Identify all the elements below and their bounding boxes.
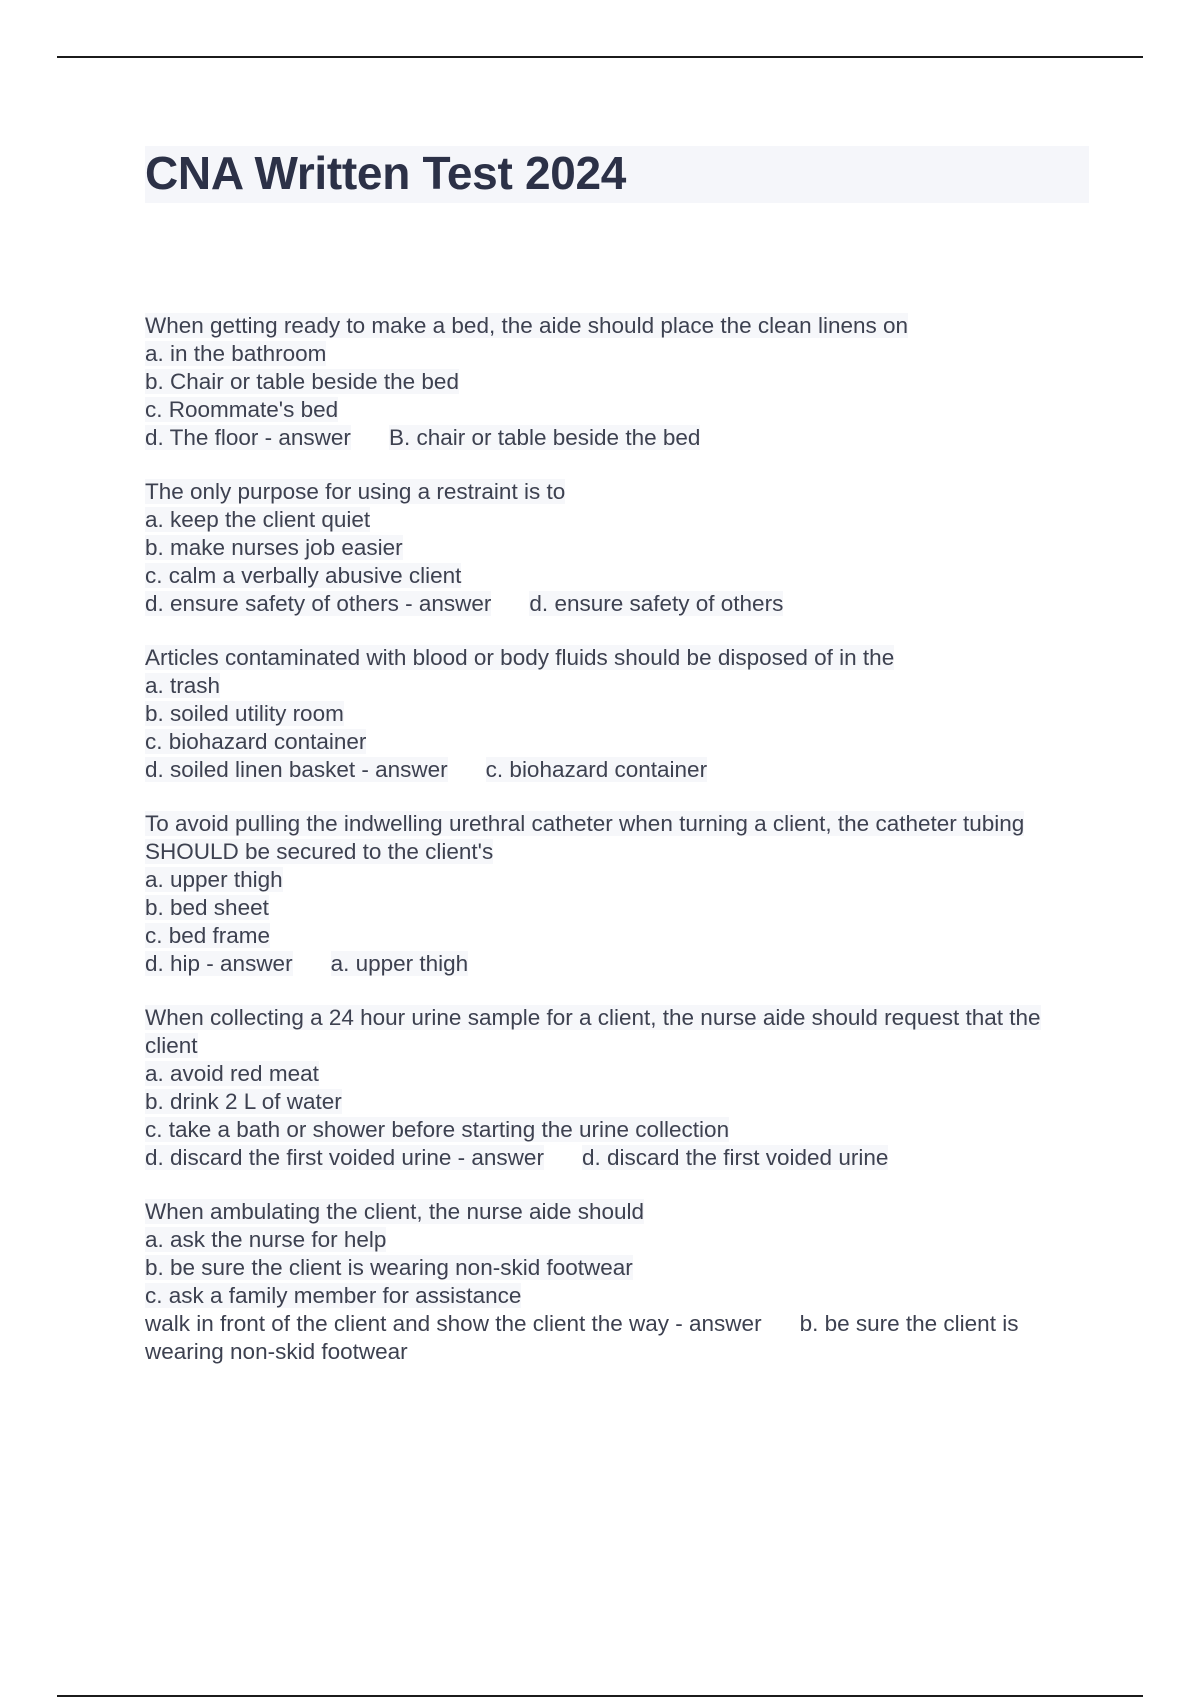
question-stem: To avoid pulling the indwelling urethral catheter when turning a client, the catheter tubing SHOULD be secured to the client's bbox=[145, 811, 1025, 864]
question-5 bbox=[145, 1004, 1095, 1172]
option-d-with-answer: d. The floor - answer B. chair or table beside the bed bbox=[145, 425, 701, 450]
option-a: a. avoid red meat bbox=[145, 1061, 319, 1086]
answer-text: d. ensure safety of others bbox=[529, 591, 784, 616]
answer-text: b. be sure the client is wearing non-skid footwear bbox=[145, 1311, 1019, 1364]
question-1 bbox=[145, 312, 1095, 452]
question-stem: When ambulating the client, the nurse aide should bbox=[145, 1199, 645, 1224]
answer-text: d. discard the first voided urine bbox=[581, 1145, 889, 1170]
question-stem: When getting ready to make a bed, the aide should place the clean linens on bbox=[145, 313, 909, 338]
top-rule bbox=[57, 56, 1143, 58]
option-d-with-answer: d. soiled linen basket - answer c. biohazard container bbox=[145, 757, 708, 782]
option-c: c. bed frame bbox=[145, 923, 271, 948]
option-a: a. in the bathroom bbox=[145, 341, 327, 366]
option-b: b. drink 2 L of water bbox=[145, 1089, 342, 1114]
option-b: b. be sure the client is wearing non-skid footwear bbox=[145, 1255, 633, 1280]
answer-text: c. biohazard container bbox=[485, 757, 708, 782]
option-c: c. Roommate's bed bbox=[145, 397, 339, 422]
option-c: c. biohazard container bbox=[145, 729, 367, 754]
option-a: a. trash bbox=[145, 673, 221, 698]
option-d-with-answer: d. discard the first voided urine - answer d. discard the first voided urine bbox=[145, 1145, 889, 1170]
option-b: b. make nurses job easier bbox=[145, 535, 403, 560]
option-c: c. take a bath or shower before starting the urine collection bbox=[145, 1117, 730, 1142]
option-a: a. ask the nurse for help bbox=[145, 1227, 387, 1252]
option-d-with-answer: d. hip - answer a. upper thigh bbox=[145, 951, 469, 976]
option-b: b. bed sheet bbox=[145, 895, 269, 920]
page-title: CNA Written Test 2024 bbox=[145, 147, 627, 199]
answer-text: a. upper thigh bbox=[330, 951, 469, 976]
question-6 bbox=[145, 1198, 1095, 1366]
option-d-with-answer: d. ensure safety of others - answer d. ensure safety of others bbox=[145, 591, 784, 616]
question-list bbox=[145, 312, 1095, 1392]
answer-text: B. chair or table beside the bed bbox=[388, 425, 701, 450]
question-2 bbox=[145, 478, 1095, 618]
option-d-with-answer: walk in front of the client and show the client the way - answer b. be sure the client is wearing non-skid footwear bbox=[145, 1311, 1019, 1364]
question-stem: When collecting a 24 hour urine sample for a client, the nurse aide should request that the client bbox=[145, 1005, 1041, 1058]
question-3 bbox=[145, 644, 1095, 784]
question-stem: The only purpose for using a restraint is to bbox=[145, 479, 566, 504]
bottom-rule bbox=[57, 1695, 1143, 1697]
option-b: b. soiled utility room bbox=[145, 701, 344, 726]
option-c: c. calm a verbally abusive client bbox=[145, 563, 462, 588]
option-a: a. upper thigh bbox=[145, 867, 283, 892]
option-a: a. keep the client quiet bbox=[145, 507, 371, 532]
question-stem: Articles contaminated with blood or body fluids should be disposed of in the bbox=[145, 645, 895, 670]
question-4 bbox=[145, 810, 1095, 978]
option-c: c. ask a family member for assistance bbox=[145, 1283, 522, 1308]
option-b: b. Chair or table beside the bed bbox=[145, 369, 459, 394]
